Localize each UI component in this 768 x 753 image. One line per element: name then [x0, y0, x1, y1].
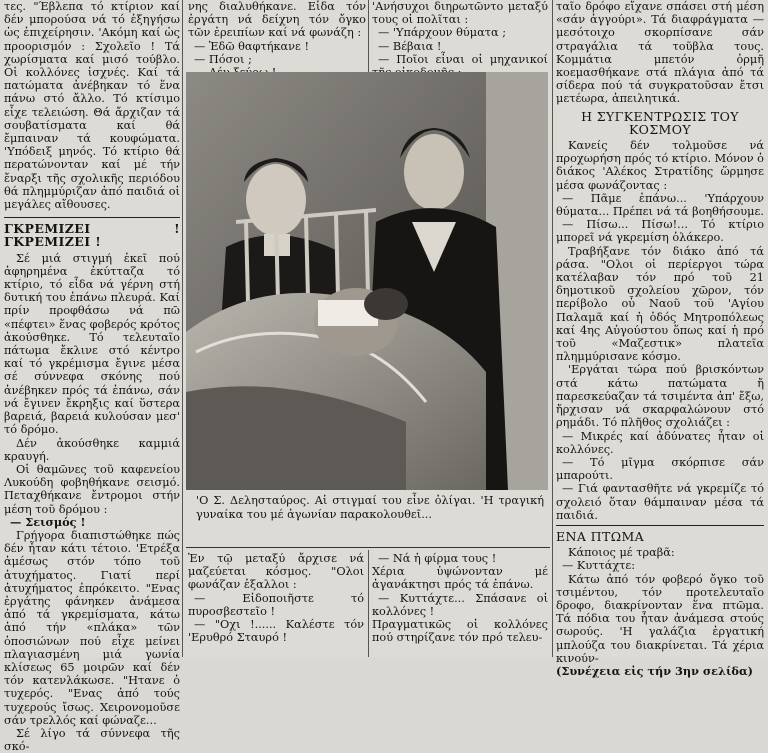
column-4-paragraph: Κάτω ἀπό τόν φοβερό ὄγκο τοῦ τσιμέντου, τόν προτελευταῖο δροφο, διακρίνονταν ἕνα πτῶμα. Τά πόδια του ἦταν ἀνάμεσα στούς σωρούς. 'Η γαλάζια ἐργατική μπλούζα του διακρίνεται. Τά χέρια κινούν-	[556, 572, 764, 665]
column-4-dialogue: — Γιά φαντασθῆτε νά γκρεμίζε τό σχολειό ὅταν θάμπαιναν μέσα τά παιδιά.	[556, 482, 764, 522]
column-3-paragraph: 'Ανήσυχοι διηρωτῶντο μεταξύ τους οἱ πολῖται :	[372, 0, 548, 27]
column-2-top	[188, 0, 366, 72]
column-4-paragraph: Κάποιος μέ τραβᾶ:	[568, 546, 675, 560]
column-2-dialogue: — Εἰδοποιῆστε τό πυροσβεστεῖο !	[188, 591, 364, 618]
column-3-dialogue: — Κυττάχτε... Σπάσανε οἱ κολλόνες !	[372, 591, 548, 618]
column-4-dialogue: — Πᾶμε ἐπάνω... 'Υπάρχουν θύματα... Πρέπει νά τά βοηθήσουμε.	[556, 191, 764, 219]
column-divider	[368, 0, 369, 72]
column-3-dialogue: — Βέβαια !	[378, 39, 442, 53]
column-4-paragraph: Κανείς δέν τολμοῦσε νά προχωρήση πρός τό κτίριο. Μόνον ὁ διάκος 'Αλέκος Στρατίδης ὥρμησε μέσα φωνάζοντας :	[556, 139, 764, 192]
column-2-bottom	[188, 552, 364, 657]
column-divider	[552, 0, 553, 657]
column-1-rule	[4, 217, 180, 218]
column-1-dialogue: — Σεισμός !	[10, 514, 86, 529]
column-1-paragraph: Δέν ἀκούσθηκε καμμιά κραυγή.	[4, 436, 180, 463]
column-3-top	[372, 0, 548, 72]
column-2-dialogue: — "Οχι !...... Καλέστε τόν 'Ερυθρό Σταυρό !	[188, 618, 364, 645]
column-4-dialogue: — Τό μῖγμα σκόρπισε σάν μπαρούτι.	[556, 455, 764, 483]
column-1-heading: ΓΚΡΕΜΙΖΕΙ ! ΓΚΡΕΜΙΖΕΙ !	[4, 221, 180, 250]
column-1-paragraph: Οἱ θαμῶνες τοῦ καφενείου Λυκούδη φοβηθήκανε σεισμό. Πεταχθήκανε ἔντρομοι στήν μέση τοῦ δρόμου :	[4, 462, 180, 516]
news-photograph	[186, 72, 548, 490]
column-4-paragraph: ταῖο δρόφο εἴχανε σπάσει στή μέση «σάν ἀγγούρι». Τά διαφράγματα — μεσότοιχο σκορπίσανε σάν στραγάλια τά τοῦβλα τους. Κομμάτια μπετόν ὁρμῆ κοεμασθήκανε στά πλάγια ἀπό τά σίδερα πού τά συγκρατοῦσαν ἔτσι μετέωρα, ἀπειλητικά.	[556, 0, 764, 106]
column-2-dialogue: — Πόσοι ;	[194, 52, 252, 66]
column-4	[556, 0, 764, 678]
column-4-rule	[556, 525, 764, 526]
column-3-dialogue: — Ποῖοι εἶναι οἱ μηχανικοί	[378, 52, 548, 66]
column-4-dialogue: — Κυττάχτε:	[562, 559, 636, 573]
column-3-dialogue: — 'Υπάρχουν θύματα ;	[378, 26, 507, 40]
column-divider	[182, 0, 183, 657]
photograph-illustration	[186, 72, 548, 490]
column-1-paragraph: Σέ λίγο τά σύννεφα τῆς σκό-	[4, 726, 180, 753]
column-divider	[368, 550, 369, 657]
photo-caption: 'Ο Σ. Δελησταύρος. Αἱ στιγμαί του εἶνε ὀλίγαι. 'Η τραγική γυναίκα του μέ ἀγωνίαν παρακολουθεῖ...	[196, 494, 544, 521]
continuation-note: (Συνέχεια εἰς τήν 3ην σελίδα)	[556, 663, 754, 678]
column-3-paragraph: Πραγματικῶς οἱ κολλόνες πού στηρίζανε τόν πρό τελευ-	[372, 618, 548, 645]
column-2-paragraph: νης διαλυθήκανε. Εἶδα τόν ἐργάτη νά δείχνη τόν ὄγκο τῶν ἐρειπίων καί νά φωνάζη :	[188, 0, 366, 40]
column-4-heading: Η ΣΥΓΚΕΝΤΡΩΣΙΣ ΤΟΥ ΚΟΣΜΟΥ	[581, 108, 739, 137]
column-4-paragraph: 'Εργάται τώρα πού βρισκόντων στά κάτω πατώματα ἤ παρεσκεύαζαν τά τσιμέντα ἀπ' ἔξω, ἤρχισαν νά σκαρφαλώνουν στό ρημάδι. Τό πλῆθος σχολιάζει :	[556, 363, 764, 430]
caption-rule	[186, 547, 550, 548]
column-1-paragraph: τες. "Έβλεπα τό κτίριον καί δέν μπορούσα νά τό ἐξηγήσω ὡς ἐπιχείρησιν. 'Ακόμη καί ὡς προορισμόν : Σχολεῖο ! Τά χωρίσματα καί μισό τούβλο. Οἱ κολλόνες ἰσχνές. Καί τά πατώματα ἀνέβηκαν τό ἕνα πάνω στό ἄλλο. Τό κτίσιμο εἶχε τελειώση. Θά ἄρχιζαν τά σουβατίσματα καί θά ἔμπαιναν τά κουφώματα. 'Υπόδειξ μηνός. Τό κτίριο θά περατώνονταν καί μέ τήν ἔναρξι τῆς σχολικῆς περιόδου θά πλημμύριζαν ἀπό παιδιά οἱ μεγάλες αἴθουσες.	[4, 0, 180, 212]
column-2-dialogue: — Ἐδῶ θαφτήκανε !	[194, 39, 310, 53]
column-4-paragraph: Τραβήξανε τόν διάκο ἀπό τά ράσα. "Ολοι οἱ περίεργοι τώρα κατέλαβαν τόν πρό τοῦ 21 δημοτικοῦ σχολείου χῶρον, τόν περίβολο οὗ Ναοῦ τοῦ 'Αγίου Παλαμᾶ καί ἡ ὁδός Μητροπόλεως καί 4ης Αὐγούστου ὅπως καί ἡ πρό τοῦ «Μαζεστικ» πλατεῖα πλημμύρισανε κόσμο.	[556, 244, 764, 364]
column-4-heading: ΕΝΑ ΠΤΩΜΑ	[556, 528, 645, 544]
column-3-dialogue: — Νά ἡ φίρμα τους !	[378, 552, 497, 565]
column-1-paragraph: Γρήγορα διαπιστώθηκε πώς δέν ἦταν κάτι τέτοιο. 'Ετρέξα ἀμέσως στόν τόπο τοῦ ἀτυχήματος. Γιατί περί ἀτυχήματος ἐπρόκειτο. "Ενας ἐργάτης φάνηκεν ἀνάμεσα ἀπό τά γκρεμίσματα, κάτω ἀπό τήν «πλάκα» τῶν ὁποσιώνων πού εἶχε μείνει πλαγιασμένη μιά γωνία κλίσεως 65 μοιρῶν καί δέν τόν κατενλάκωσε. "Ητανε ὁ τυχερός. "Ενας ἀπό τούς τυχερούς ἴσως. Χειρονομοῦσε σάν τρελλός καί φώναζε...	[4, 528, 180, 727]
column-3-bottom	[372, 552, 548, 657]
column-3-paragraph: Χέρια ὑψώνονταν μέ ἀγανάκτησι πρός τά ἐπάνω.	[372, 565, 548, 592]
column-1	[4, 0, 180, 753]
column-4-dialogue: — Πίσω... Πίσω!... Τό κτίριο μπορεῖ νά γκρεμίση ὁλάκερο.	[556, 218, 764, 245]
column-4-dialogue: — Μικρές καί ἀδύνατες ἦταν οἱ κολλόνες.	[556, 429, 764, 456]
column-1-paragraph: Σέ μιά στιγμή ἐκεῖ πού ἀφηρημένα ἐκύτταζα τό κτίριο, τό εἶδα νά γέρνη στή δυτική του ἐπάνω πλευρά. Καί πρίν προφθάσω νά πῶ «πέφτει» ἕνας φοβερός κρότος ἀκούσθηκε. Τό τελευταῖο πάτωμα ἔκλινε στό κέντρο καί τό γκρέμισμα ἔγινε μέσα σέ σύννεφα σκόνης πού ἀνέβηκεν πρός τά ἐπάνω, σάν νά ἔγινεν ἔκρηξις καί ὕστερα βαρειά, βαρειά κυλούσαν μεσ' τό δρόμο.	[4, 251, 180, 437]
column-2-paragraph: Ἐν τῷ μεταξύ ἄρχισε νά μαζεύεται κόσμος. "Ολοι φωνάζαν ἐξαλλοι :	[188, 552, 364, 592]
